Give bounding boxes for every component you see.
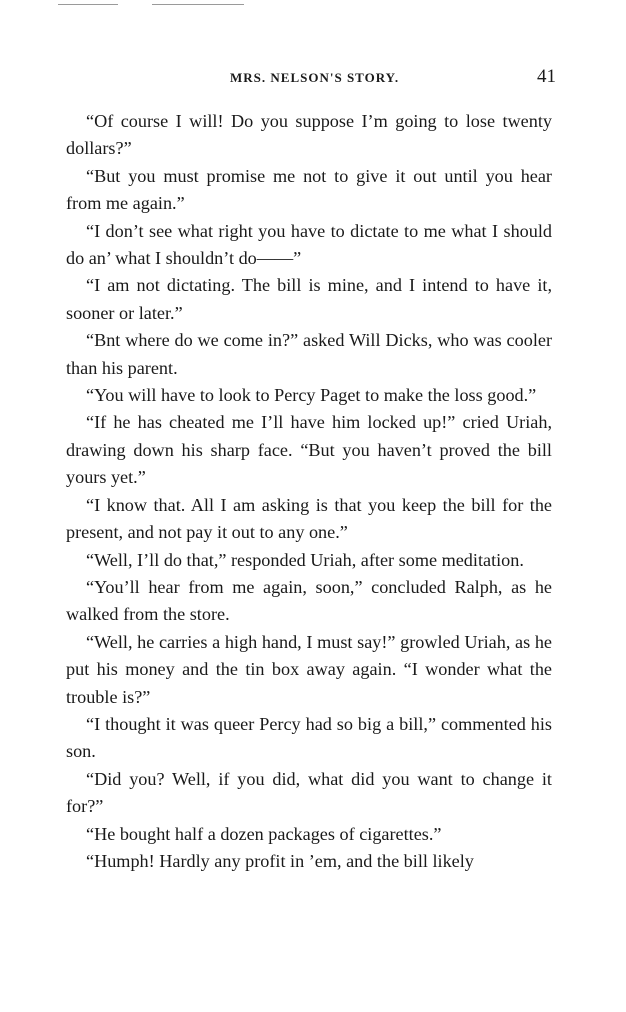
paragraph: “Well, I’ll do that,” responded Uriah, after some meditation.	[86, 549, 524, 570]
paragraph: “I am not dictating. The bill is mine, and I intend to have it, sooner or later.”	[66, 275, 552, 323]
paragraph: “Of course I will! Do you suppose I’m going to lose twenty dollars?”	[66, 111, 552, 159]
page-number: 41	[537, 66, 556, 87]
paragraph: “You will have to look to Percy Paget to make the loss good.”	[86, 385, 537, 406]
paragraph: “I know that. All I am asking is that you keep the bill for the present, and not pay it out to any one.”	[66, 494, 552, 543]
scan-mark-right	[152, 4, 244, 5]
paragraph: “Did you? Well, if you did, what did you want to change it for?”	[66, 768, 552, 817]
paragraph: “If he has cheated me I’ll have him locked up!” cried Uriah, drawing down his sharp face. “But you haven’t proved the bill yours yet.”	[66, 412, 552, 488]
paragraph: “I don’t see what right you have to dictate to me what I should do an’ what I shouldn’t do——”	[66, 220, 552, 269]
body-text	[66, 108, 552, 875]
page-header	[70, 66, 556, 92]
paragraph: “You’ll hear from me again, soon,” concluded Ralph, as he walked from the store.	[66, 576, 552, 625]
paragraph: “I thought it was queer Percy had so big a bill,” commented his son.	[66, 713, 552, 762]
paragraph: “Bnt where do we come in?” asked Will Dicks, who was cooler than his parent.	[66, 330, 552, 378]
running-head: MRS. NELSON'S STORY.	[230, 70, 400, 85]
paragraph: “Well, he carries a high hand, I must say!” growled Uriah, as he put his money and the tin box away again. “I wonder what the trouble is?”	[66, 631, 552, 707]
paragraph: “He bought half a dozen packages of cigarettes.”	[86, 823, 442, 844]
paragraph: “Humph! Hardly any profit in ’em, and the bill likely	[86, 850, 474, 871]
paragraph: “But you must promise me not to give it out until you hear from me again.”	[66, 165, 552, 214]
scan-mark-left	[58, 4, 118, 5]
